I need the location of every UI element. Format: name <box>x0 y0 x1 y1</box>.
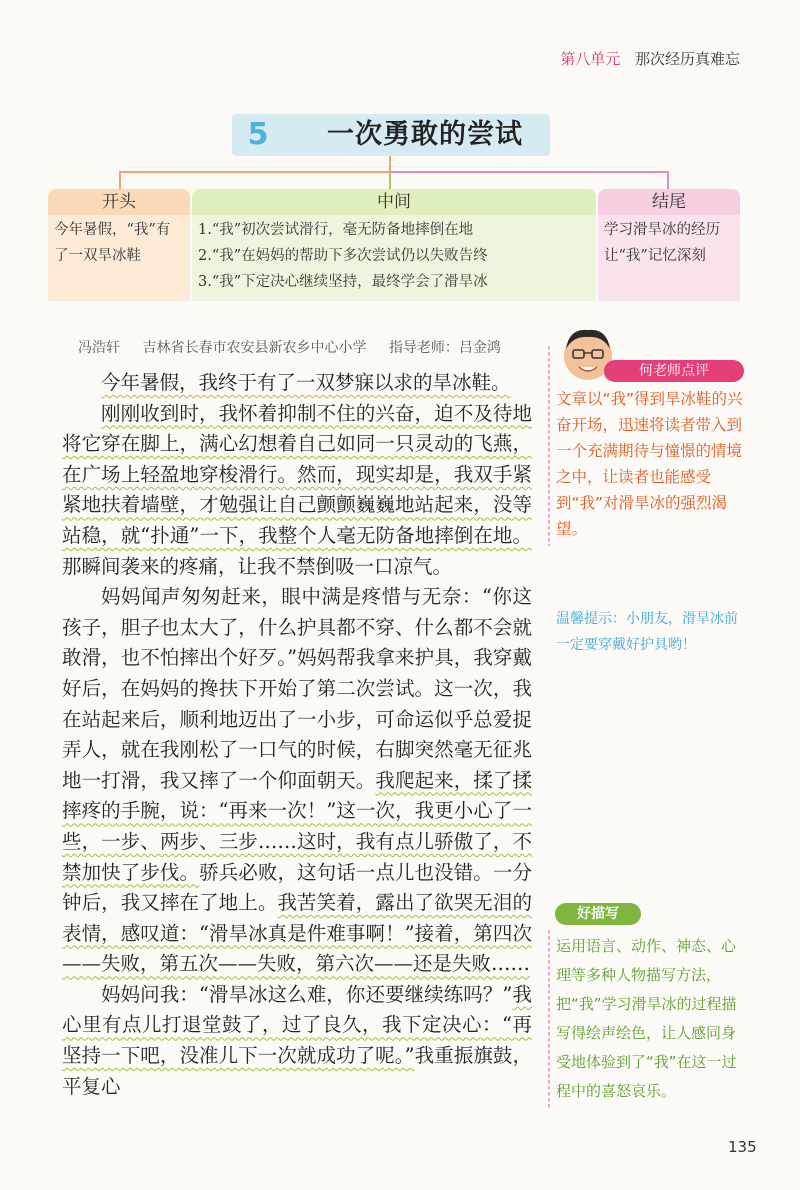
essay-body <box>62 368 532 1102</box>
highlight-text: 我双手紧紧地扶着墙壁，才勉强让自己颤颤巍巍地站起来，没等站稳，就“扑通”一下，我整个人毫无防备地摔倒在地。 <box>62 462 532 547</box>
good-description-comment: 运用语言、动作、神态、心理等多种人物描写方法，把“我”学习滑旱冰的过程描写得绘声绘色，让人感同身受地体验到了“我”在这一过程中的喜怒哀乐。 <box>556 937 737 1100</box>
highlight-text: 我苦笑着，露出了欲哭无泪的表情，感叹道：“滑旱冰真是件难事啊！”接着，第四次——失败，第五次——失败，第六次——还是失败…… <box>62 891 532 976</box>
outline-end-line: 让“我”记忆深刻 <box>604 248 706 264</box>
outline-start-line: 今年暑假，“我”有 <box>54 222 171 238</box>
paragraph <box>62 368 532 399</box>
outline-start-line: 了一双旱冰鞋 <box>54 248 141 264</box>
author-line <box>78 337 519 357</box>
highlight-text: 我心里有点儿打退堂鼓了，过了良久，我下定决心：“再坚持一下吧，没准儿下一次就成功了呢。” <box>62 982 532 1068</box>
highlight-opening: 今年暑假，我终于有了一双梦寐以求的旱冰鞋。 <box>101 371 511 394</box>
plain-text: 妈妈闻声匆匆赶来，眼中满是疼惜与无奈：“你这孩子，胆子也太大了，什么护具都不穿、什么都不会就敢滑，也不怕摔出个好歹。”妈妈帮我拿来护具，我穿戴好后，在妈妈的搀扶下开始了第二次尝试。这一次，我在站起来后，顺利地迈出了一小步，可命运似乎总爱捉弄人，就在我刚松了一口气的时候，右脚突然毫无征兆地一打滑，我又摔了一个仰面朝天。 <box>62 585 532 792</box>
plain-text: 骄兵必败，这句话一点儿也没错。一分钟后，我又摔在了地上。 <box>62 860 532 915</box>
author-school: 吉林省长春市农安县新农乡中心小学 <box>142 340 367 356</box>
highlight-text: 我爬起来，揉了揉摔疼的手腕，说：“再来一次！”这一次，我更小心了一些，一步、两步、三步……这时，我有点儿骄傲了，不禁加快了步伐。 <box>62 768 532 884</box>
outline-start-label: 开头 <box>48 189 190 215</box>
good-description-tag: 好描写 <box>555 903 641 925</box>
outline-middle-line: 3.“我”下定决心继续坚持，最终学会了滑旱冰 <box>198 274 488 290</box>
author-name: 冯浩轩 <box>78 340 120 356</box>
title-number: 5 <box>247 117 269 152</box>
unit-header <box>560 48 740 69</box>
outline-middle-line: 1.“我”初次尝试滑行，毫无防备地摔倒在地 <box>198 222 474 238</box>
safety-tip: 温馨提示：小朋友，滑旱冰前一定要穿戴好护具哟！ <box>556 611 738 653</box>
page-number: 135 <box>728 1138 757 1156</box>
outline-end-box <box>598 215 740 301</box>
paragraph <box>62 582 532 980</box>
outline-end-label: 结尾 <box>598 189 740 215</box>
outline-middle-label: 中间 <box>192 189 596 215</box>
paragraph <box>62 980 532 1102</box>
outline-connector <box>0 0 800 200</box>
unit-title: 那次经历真难忘 <box>634 50 740 68</box>
highlight-text: 刚刚收到时，我怀着抑制不住的兴奋，迫不及待地将它穿在脚上，满心幻想着自己如同一只灵动的飞燕，在广场上轻盈地穿梭滑行。然而，现实却是， <box>62 401 532 486</box>
page-title: 一次勇敢的尝试 <box>327 119 523 150</box>
outline-middle-box <box>192 215 596 301</box>
paragraph <box>62 399 532 583</box>
side-divider <box>548 346 550 546</box>
teacher-comment: 文章以“我”得到旱冰鞋的兴奋开场，迅速将读者带入到一个充满期待与憧憬的情境之中，让读者也能感受到“我”对滑旱冰的强烈渴望。 <box>556 390 743 538</box>
outline-start-box <box>48 215 190 301</box>
plain-text: 我重振旗鼓，平复心 <box>62 1044 532 1098</box>
side-divider <box>548 930 550 1110</box>
teacher-comment-tag: 何老师点评 <box>604 360 744 382</box>
outline-end-line: 学习滑旱冰的经历 <box>604 222 720 238</box>
outline-middle-line: 2.“我”在妈妈的帮助下多次尝试仍以失败告终 <box>198 248 488 264</box>
unit-label: 第八单元 <box>560 50 621 68</box>
author-teacher: 指导老师：吕金鸿 <box>388 340 501 356</box>
plain-text: 妈妈问我：“滑旱冰这么难，你还要继续练吗？” <box>101 982 513 1006</box>
plain-text: 那瞬间袭来的疼痛，让我不禁倒吸一口凉气。 <box>62 554 453 578</box>
